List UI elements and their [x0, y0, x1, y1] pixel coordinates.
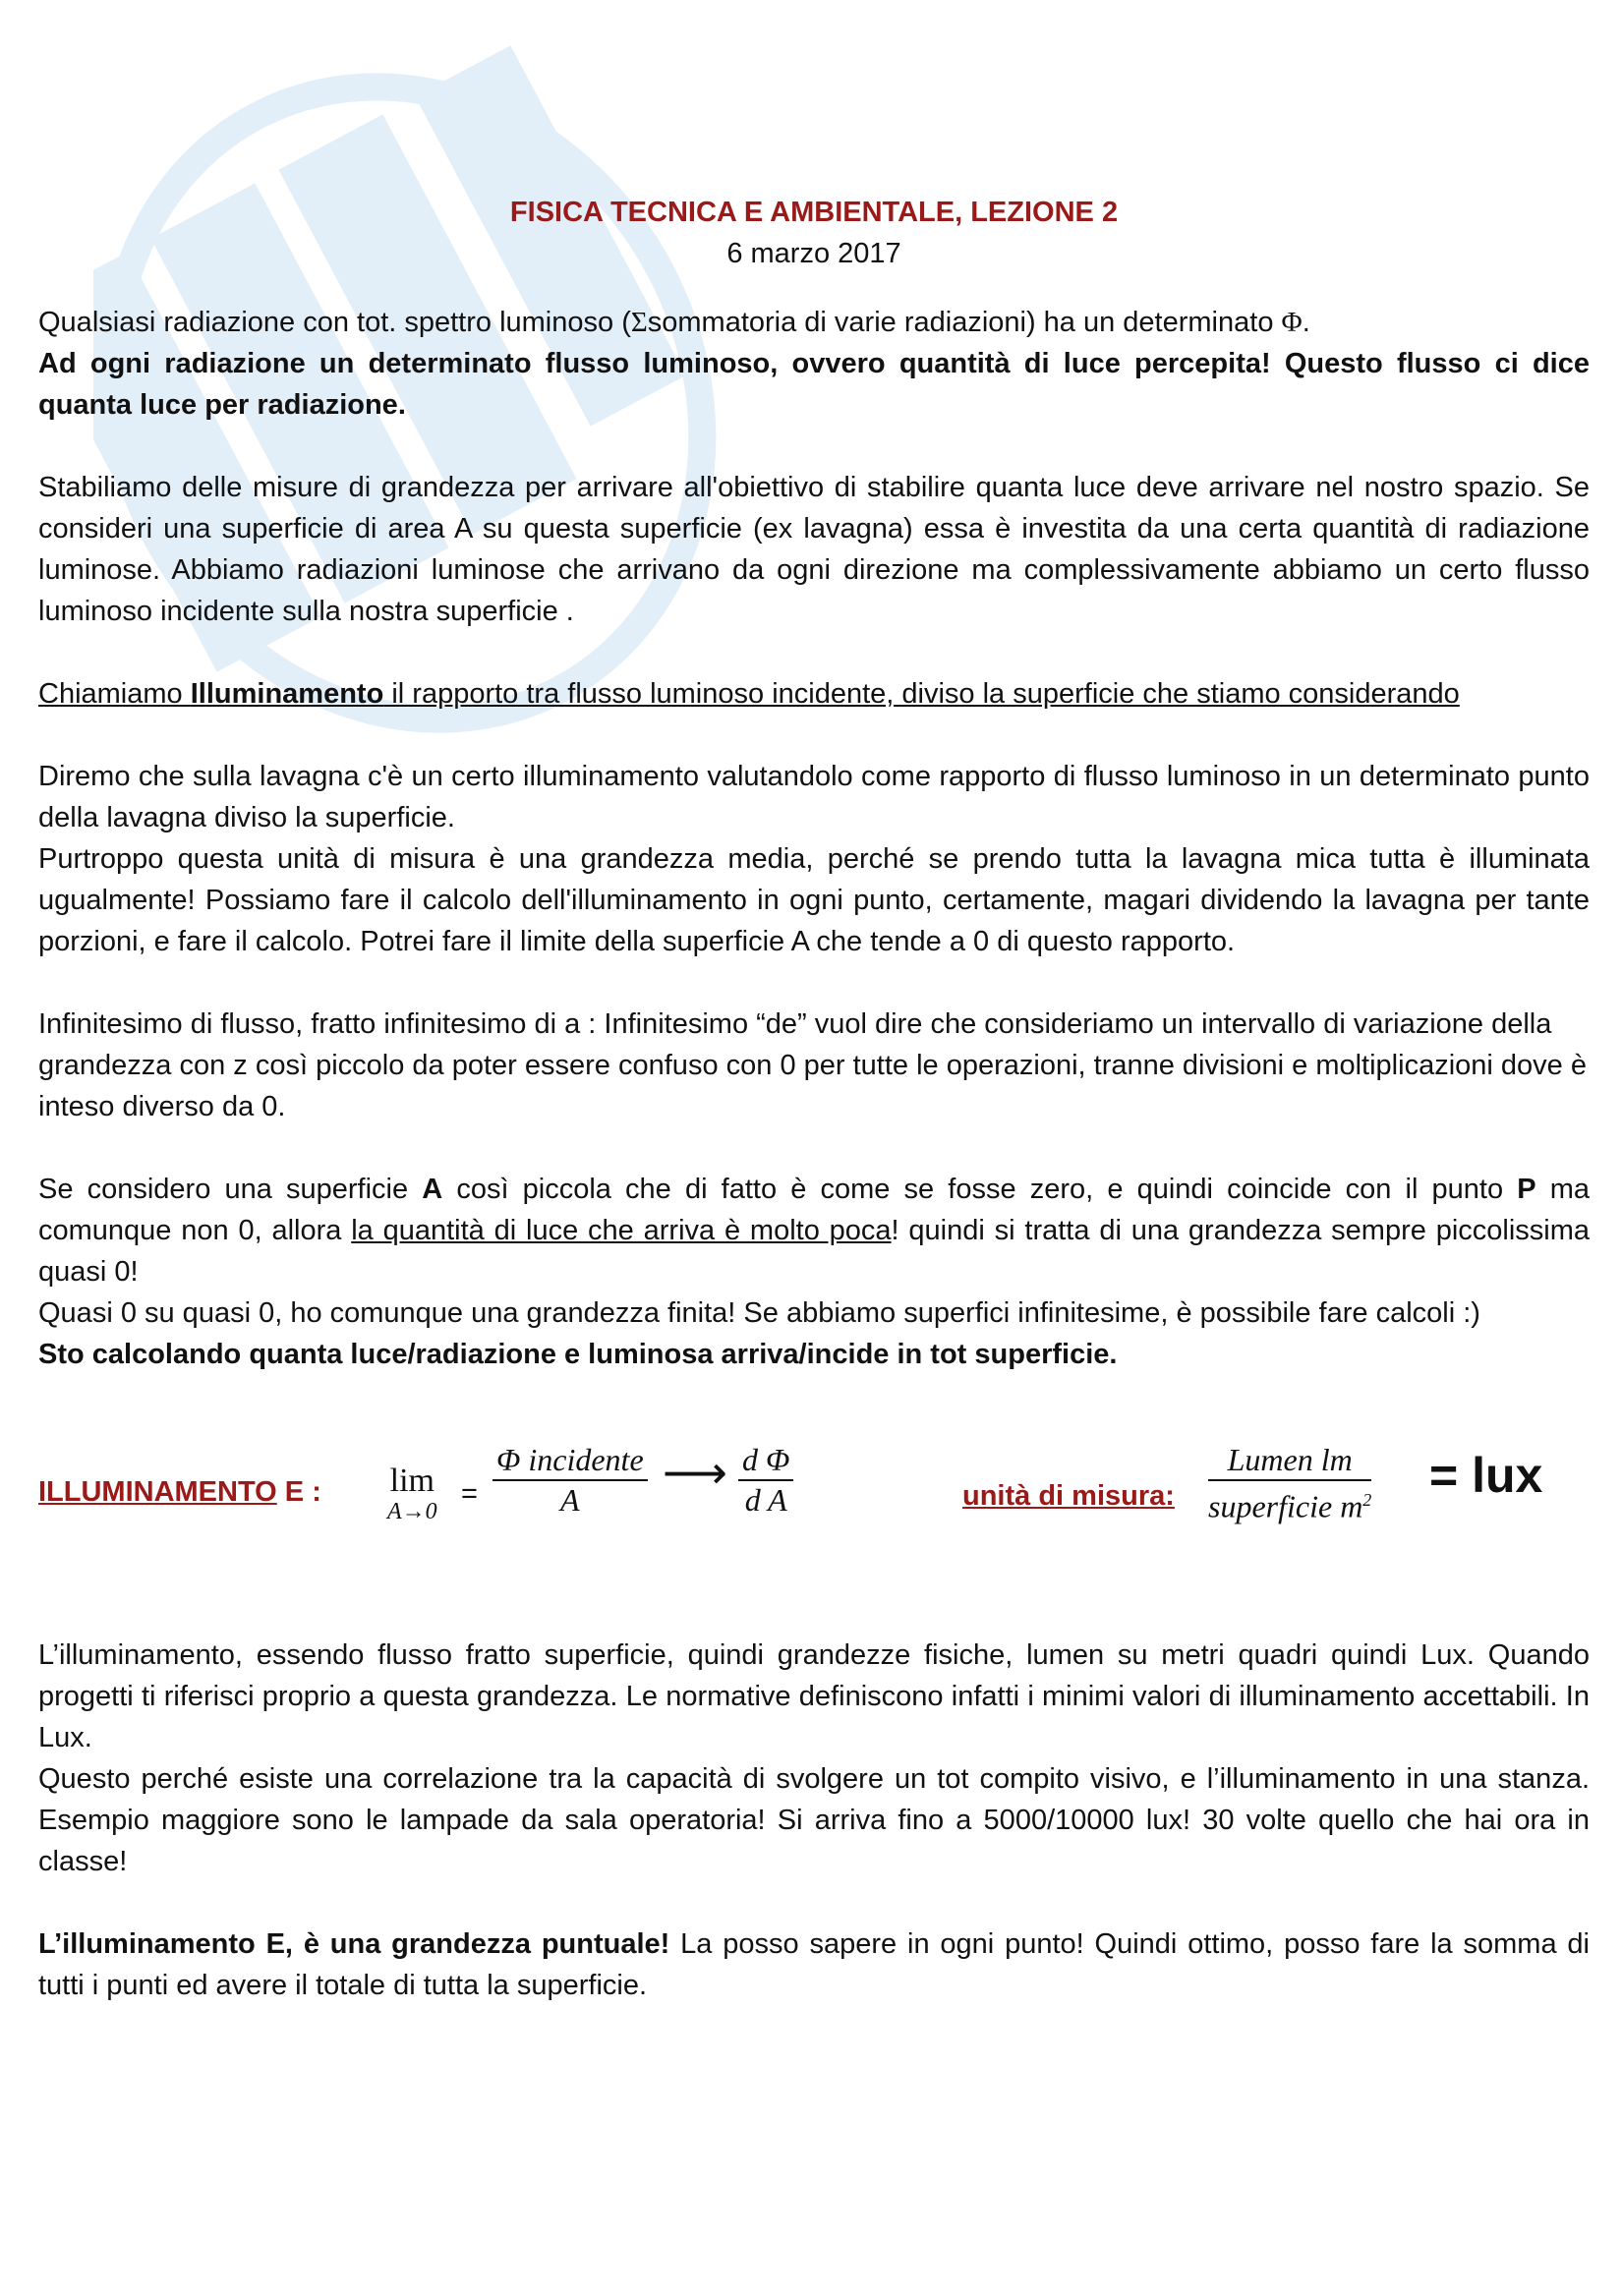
fraction-derivative — [738, 1442, 793, 1519]
unit-label — [962, 1475, 1175, 1517]
paragraph-small-surface — [38, 1169, 1590, 1292]
formula-label-suffix: E : — [276, 1476, 321, 1508]
document-page — [38, 192, 1590, 2006]
paragraph-spectrum — [38, 302, 1590, 343]
formula-label — [38, 1471, 321, 1513]
text: ! quindi si tratta di una grandezza sempre piccolissima quasi 0! — [38, 1215, 1591, 1288]
text: Qualsiasi radiazione con tot. spettro luminoso ( — [38, 307, 631, 338]
limit-operator — [387, 1464, 437, 1524]
den-text: superficie m — [1208, 1488, 1363, 1524]
paragraph-measures: Stabiliamo delle misure di grandezza per arrivare all'obiettivo di stabilire quanta luce deve arrivare nel nostro spazio. Se consideri una superficie di area A su questa superficie (ex lavagna) essa è investita da una certa quantità di radiazione luminose. Abbiamo radiazioni luminose che arrivano da ogni direzione ma complessivamente abbiamo un certo flusso luminoso incidente sulla nostra superficie . — [38, 472, 1590, 627]
page-title: FISICA TECNICA E AMBIENTALE, LEZIONE 2 — [509, 197, 1119, 228]
underlined-phrase: la quantità di luce che arriva è molto poca — [351, 1215, 892, 1246]
paragraph-infinitesimal: Infinitesimo di flusso, fratto infinitesimo di a : Infinitesimo “de” vuol dire che consideriamo un intervallo di variazione della grandezza con z così piccolo da poter essere confuso con 0 per tutte le operazioni, tranne divisioni e moltiplicazioni dove è inteso diverso da 0. — [38, 1008, 1587, 1122]
symbol-a: A — [422, 1174, 443, 1205]
paragraph-blackboard: Diremo che sulla lavagna c'è un certo illuminamento valutandolo come rapporto di flusso luminoso in un determinato punto della lavagna diviso la superficie. — [38, 761, 1590, 833]
phi-symbol: Φ — [1281, 307, 1303, 338]
lim-subscript: A→0 — [387, 1499, 437, 1524]
formula-label-text: ILLUMINAMENTO — [38, 1476, 277, 1508]
paragraph-lux: L’illuminamento, essendo flusso fratto superficie, quindi grandezze fisiche, lumen su metri quadri quindi Lux. Quando progetti ti riferisci proprio a questa grandezza. Le normative definiscono infatti i minimi valori di illuminamento accettabili. In Lux. — [38, 1639, 1590, 1753]
lesson-date: 6 marzo 2017 — [726, 238, 901, 269]
text: il rapporto tra flusso luminoso incidente, diviso la superficie che stiamo considerando — [383, 678, 1460, 710]
sigma-symbol: Σ — [630, 307, 648, 338]
text: ma comunque non 0, allora — [38, 1174, 1591, 1246]
bold-statement: L’illuminamento E, è una grandezza puntuale! — [38, 1928, 670, 1960]
header — [38, 192, 1590, 274]
exponent: 2 — [1362, 1490, 1372, 1510]
denominator: A — [560, 1482, 580, 1518]
symbol-p: P — [1517, 1174, 1536, 1205]
paragraph-calculating: Sto calcolando quanta luce/radiazione e luminosa arriva/incide in tot superficie. — [38, 1339, 1118, 1370]
term-illuminamento: Illuminamento — [190, 678, 384, 710]
text: . — [1302, 307, 1310, 338]
numerator: Lumen lm — [1208, 1442, 1371, 1481]
definition-illuminance — [38, 673, 1590, 715]
paragraph-finite: Quasi 0 su quasi 0, ho comunque una grandezza finita! Se abbiamo superfici infinitesime, è possibile fare calcoli :) — [38, 1297, 1480, 1329]
fraction-flux-area — [492, 1442, 648, 1519]
fraction-lumen-area — [1208, 1442, 1371, 1525]
text: così piccola che di fatto è come se fosse zero, e quindi coincide con il punto — [442, 1174, 1518, 1205]
denominator: d A — [744, 1482, 787, 1518]
paragraph-pointwise — [38, 1923, 1590, 2006]
numerator: d Φ — [738, 1442, 793, 1481]
text: sommatoria di varie radiazioni) ha un determinato — [647, 307, 1282, 338]
lim-text: lim — [389, 1463, 434, 1499]
equals-sign: = — [461, 1478, 478, 1510]
numerator: Φ incidente — [492, 1442, 648, 1481]
text: Se considero una superficie — [38, 1174, 423, 1205]
paragraph-average: Purtroppo questa unità di misura è una grandezza media, perché se prendo tutta la lavagna mica tutta è illuminata ugualmente! Possiamo fare il calcolo dell'illuminamento in ogni punto, certamente, magari dividendo la lavagna per tante porzioni, e fare il calcolo. Potrei fare il limite della superficie A che tende a 0 di questo rapporto. — [38, 843, 1590, 957]
text: La posso sapere in ogni punto! Quindi ottimo, posso fare la somma di tutti i punti ed avere il totale di tutta la superficie. — [38, 1928, 1590, 2001]
unit-label-text: unità di misura: — [962, 1480, 1175, 1512]
denominator — [1208, 1481, 1371, 1525]
paragraph-correlation: Questo perché esiste una correlazione tra la capacità di svolgere un tot compito visivo, e l’illuminamento in una stanza. Esempio maggiore sono le lampade da sala operatoria! Si arriva fino a 5000/10000 lux! 30 volte quello che hai ora in classe! — [38, 1763, 1590, 1877]
lux-result: = lux — [1429, 1448, 1543, 1503]
arrow-icon: ⟶ — [663, 1446, 727, 1499]
illuminance-formula — [38, 1424, 1590, 1572]
text: Chiamiamo — [38, 678, 191, 710]
paragraph-flux: Ad ogni radiazione un determinato flusso luminoso, ovvero quantità di luce percepita! Questo flusso ci dice quanta luce per radiazione. — [38, 348, 1590, 421]
